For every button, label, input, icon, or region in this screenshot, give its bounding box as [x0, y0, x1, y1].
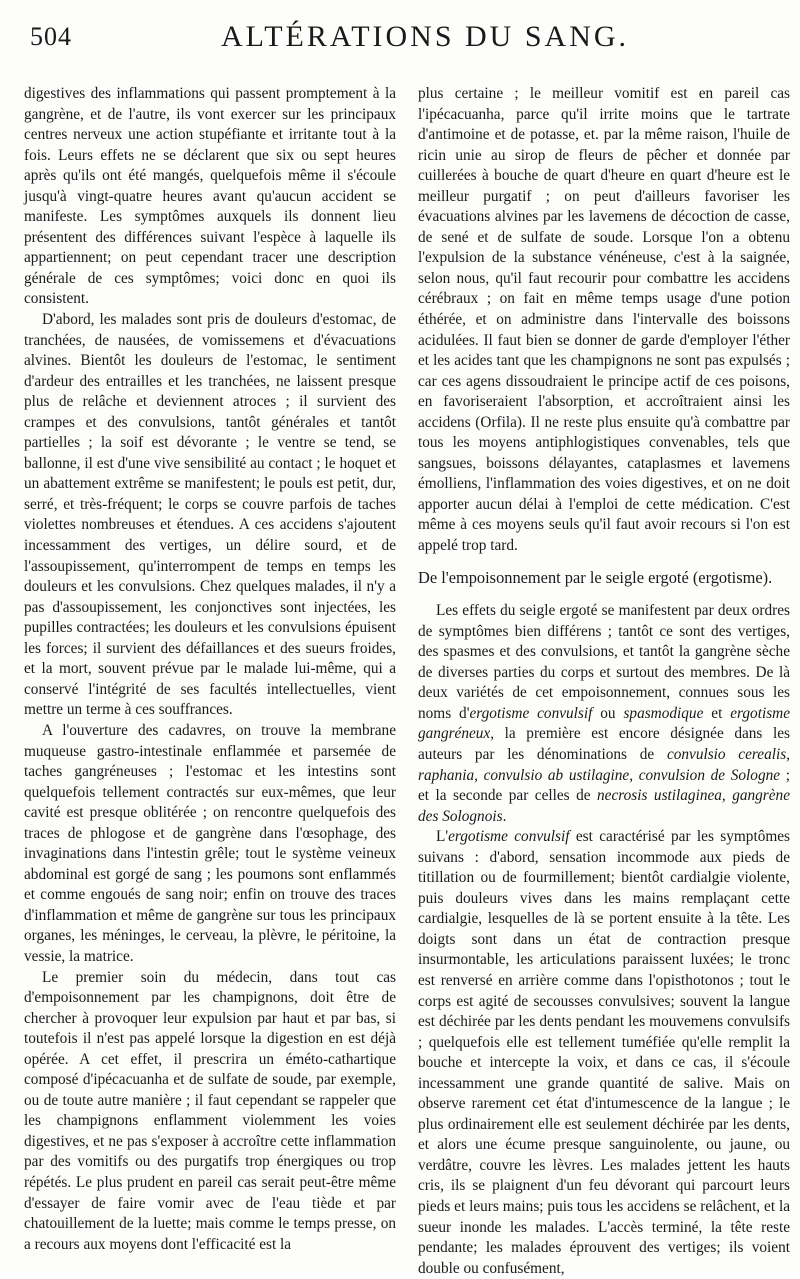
text-run: ; et la seconde par celles de	[418, 766, 790, 805]
paragraph	[418, 601, 790, 827]
left-column	[24, 84, 396, 1264]
page-number: 504	[30, 22, 72, 51]
text-run: , la première est encore désignée dans les auteurs par les dénominations de	[418, 725, 790, 763]
italic-term: convulsion de Sologne	[638, 766, 781, 784]
text-run: Les effets du seigle ergoté se manifestent par deux ordres de symptômes bien différens ; tantôt ce sont des vertiges, des spasmes et des convulsions, et tantôt la gangrène sèche de diverses parties du corps et surtout des membres. De là deux variétés de cet empoisonnement, connues sous les noms d'	[418, 602, 790, 722]
paragraph: A l'ouverture des cadavres, on trouve la membrane muqueuse gastro-intestinale enflammée et parsemée de taches gangréneuses ; l'estomac et les intestins sont quelquefois tellement contractés sur eux-mêmes, que leur cavité est presque oblitérée ; on rencontre quelquefois des traces de phlogose et de gangrène dans l'œsophage, des invaginations dans l'intestin grêle; tout le système veineux abdominal est gorgé de sang ; les poumons sont enflammés et comme engoués de sang noir; enfin on trouve des traces d'inflammation et même de gangrène sur tous les principaux organes, les méninges, le cerveau, la plèvre, le péritoine, la vessie, la matrice.	[24, 721, 396, 965]
paragraph: plus certaine ; le meilleur vomitif est en pareil cas l'ipécacuanha, parce qu'il irrite moins que le tartrate d'antimoine et de potasse, et. par la même raison, l'huile de ricin unie au sirop de fleurs de pêcher et donnée par cuillerées à bouche de quart d'heure en quart d'heure est le meilleur purgatif ; on peut d'ailleurs favoriser les évacuations alvines par les lavemens de décoction de casse, de sené et de sulfate de soude. Lorsque l'on a obtenu l'expulsion de la substance vénéneuse, c'est à la saignée, selon nous, qu'il faut recourir pour combattre les accidens cérébraux ; on fait en même temps usage d'une potion éthérée, et on administre dans l'intervalle des boissons acidulées. Il faut bien se donner de garde d'employer l'éther et les acides tant que les champignons ne sont pas expulsés ; car ces agens dissoudraient le principe actif de ces poisons, en favoriseraient l'absorption, et accroîtraient ainsi les accidens (Orfila). Il ne reste plus ensuite qu'à combattre par tous les moyens antiphlogistiques convenables, tels que sangsues, boissons délayantes, cataplasmes et lavemens émolliens, l'inflammation des voies digestives, et on ne doit apporter aucun délai à l'emploi de cette médication. C'est même à ces moyens seuls qu'il faut avoir recours si l'on est appelé trop tard.	[418, 85, 790, 555]
italic-term: ergotisme gangréneux	[418, 704, 790, 743]
italic-term: ergotisme convulsif	[469, 704, 593, 722]
right-column	[418, 84, 790, 1277]
text-run: L'	[436, 828, 449, 846]
paragraph	[418, 827, 790, 1279]
italic-term: ergotisme convulsif	[448, 828, 570, 846]
paragraph: Le premier soin du médecin, dans tout cas d'empoisonnement par les champignons, doit être de chercher à provoquer leur expulsion par haut et par bas, si toutefois il n'est pas appelé lorsque la digestion en est déjà opérée. A cet effet, il prescrira un éméto-cathartique composé d'ipécacuanha et de sulfate de soude, par exemple, ou de toute autre manière ; il faut cependant se rappeler que les champignons enflamment violemment les voies digestives, et ne pas s'exposer à accroître cette inflammation par des vomitifs ou des purgatifs trop énergiques ou trop répétés. Le plus prudent en pareil cas serait peut-être même d'essayer de faire vomir avec de l'eau tiède et par chatouillement de la luette; mais comme le temps presse, on a recours aux moyens dont l'efficacité est la	[24, 968, 396, 1253]
text-run: .	[502, 807, 507, 825]
italic-term: spasmodique	[623, 704, 704, 722]
text-run: ou	[592, 704, 624, 722]
paragraph: D'abord, les malades sont pris de douleurs d'estomac, de tranchées, de nausées, de vomissemens et d'évacuations alvines. Bientôt les douleurs de l'estomac, le sentiment d'ardeur des entrailles et les tranchées, ne laissent presque plus de relâche et deviennent atroces ; il survient des crampes et des convulsions, tantôt générales et tantôt partielles ; la soif est dévorante ; le ventre se tend, se ballonne, il est d'une vive sensibilité au contact ; le hoquet et un abattement extrême se manifestent; le pouls est petit, dur, serré, et très-fréquent; le corps se couvre parfois de taches violettes nombreuses et étendues. A ces accidens s'ajoutent incessamment des vertiges, un délire sourd, et de l'assoupissement, qu'interrompent de temps en temps les douleurs et les convulsions. Chez quelques malades, il n'y a pas d'assoupissement, les conjonctives sont injectées, les pupilles contractées; les douleurs et les convulsions épuisent les forces; il survient des défaillances et des sueurs froides, et la mort, souvent prévue par le malade lui-même, qui a conservé l'intégrité de ses facultés intellectuelles, vient mettre un terme à ces souffrances.	[24, 311, 396, 719]
text-run: et	[703, 704, 731, 722]
page-header	[30, 14, 780, 58]
text-columns	[24, 84, 790, 1277]
paragraph: digestives des inflammations qui passent promptement à la gangrène, et de l'autre, ils vont exercer sur les principaux centres nerveux une action stupéfiante et irritante tout à la fois. Leurs effets ne se déclarent que six ou sept heures après qu'ils ont été mangés, quelquefois même il s'écoule jusqu'à vingt-quatre heures avant qu'aucun accident se manifeste. Les symptômes auxquels ils donnent lieu présentent des différences suivant l'espèce à laquelle ils appartiennent; on peut cependant tracer une description générale de ces symptômes; voici donc en quoi ils consistent.	[24, 85, 396, 308]
section-title: De l'empoisonnement par le seigle ergoté (ergotisme).	[418, 567, 773, 587]
text-run: est caractérisé par les symptômes suivans : d'abord, sensation incommode aux pieds de titillation ou de fourmillement; bientôt cardialgie violente, puis douleurs vives dans les mains remplaçant cette cardialgie, lesquelles de là se portent ensuite à la tête. Les doigts sont dans un état de contraction presque insurmontable, les articulations paraissent luxées; le tronc est renversé en arrière comme dans l'opisthotonos ; tout le corps est agité de secousses convulsives; souvent la langue est déchirée par les dents pendant les mouvemens convulsifs ; quelquefois elle est tellement tuméfiée qu'elle remplit la bouche et intercepte la voix, et dans ce cas, il s'écoule incessamment une grande quantité de salive. Mais on observe rarement cet état d'intumescence de la langue ; le plus ordinairement elle est seulement déchirée par les dents, et alors une écume presque sanguinolente, ou jaune, ou verdâtre, couvre les lèvres. Les malades jettent les hauts cris, ils se plaignent d'un feu dévorant qui parcourt leurs pieds et leurs mains; puis tous les accidens se relâchent, et la sueur inonde les malades. L'accès terminé, la tête reste pendante; les malades éprouvent des vertiges; ils voient double ou confusément,	[418, 828, 790, 1277]
running-title: ALTÉRATIONS DU SANG.	[220, 20, 630, 53]
italic-term: convulsio cerealis, raphania, convulsio ab ustilagine	[418, 745, 790, 784]
italic-term: necrosis ustilaginea, gangrène des Solognois	[418, 787, 790, 825]
text-run: ,	[629, 766, 639, 784]
